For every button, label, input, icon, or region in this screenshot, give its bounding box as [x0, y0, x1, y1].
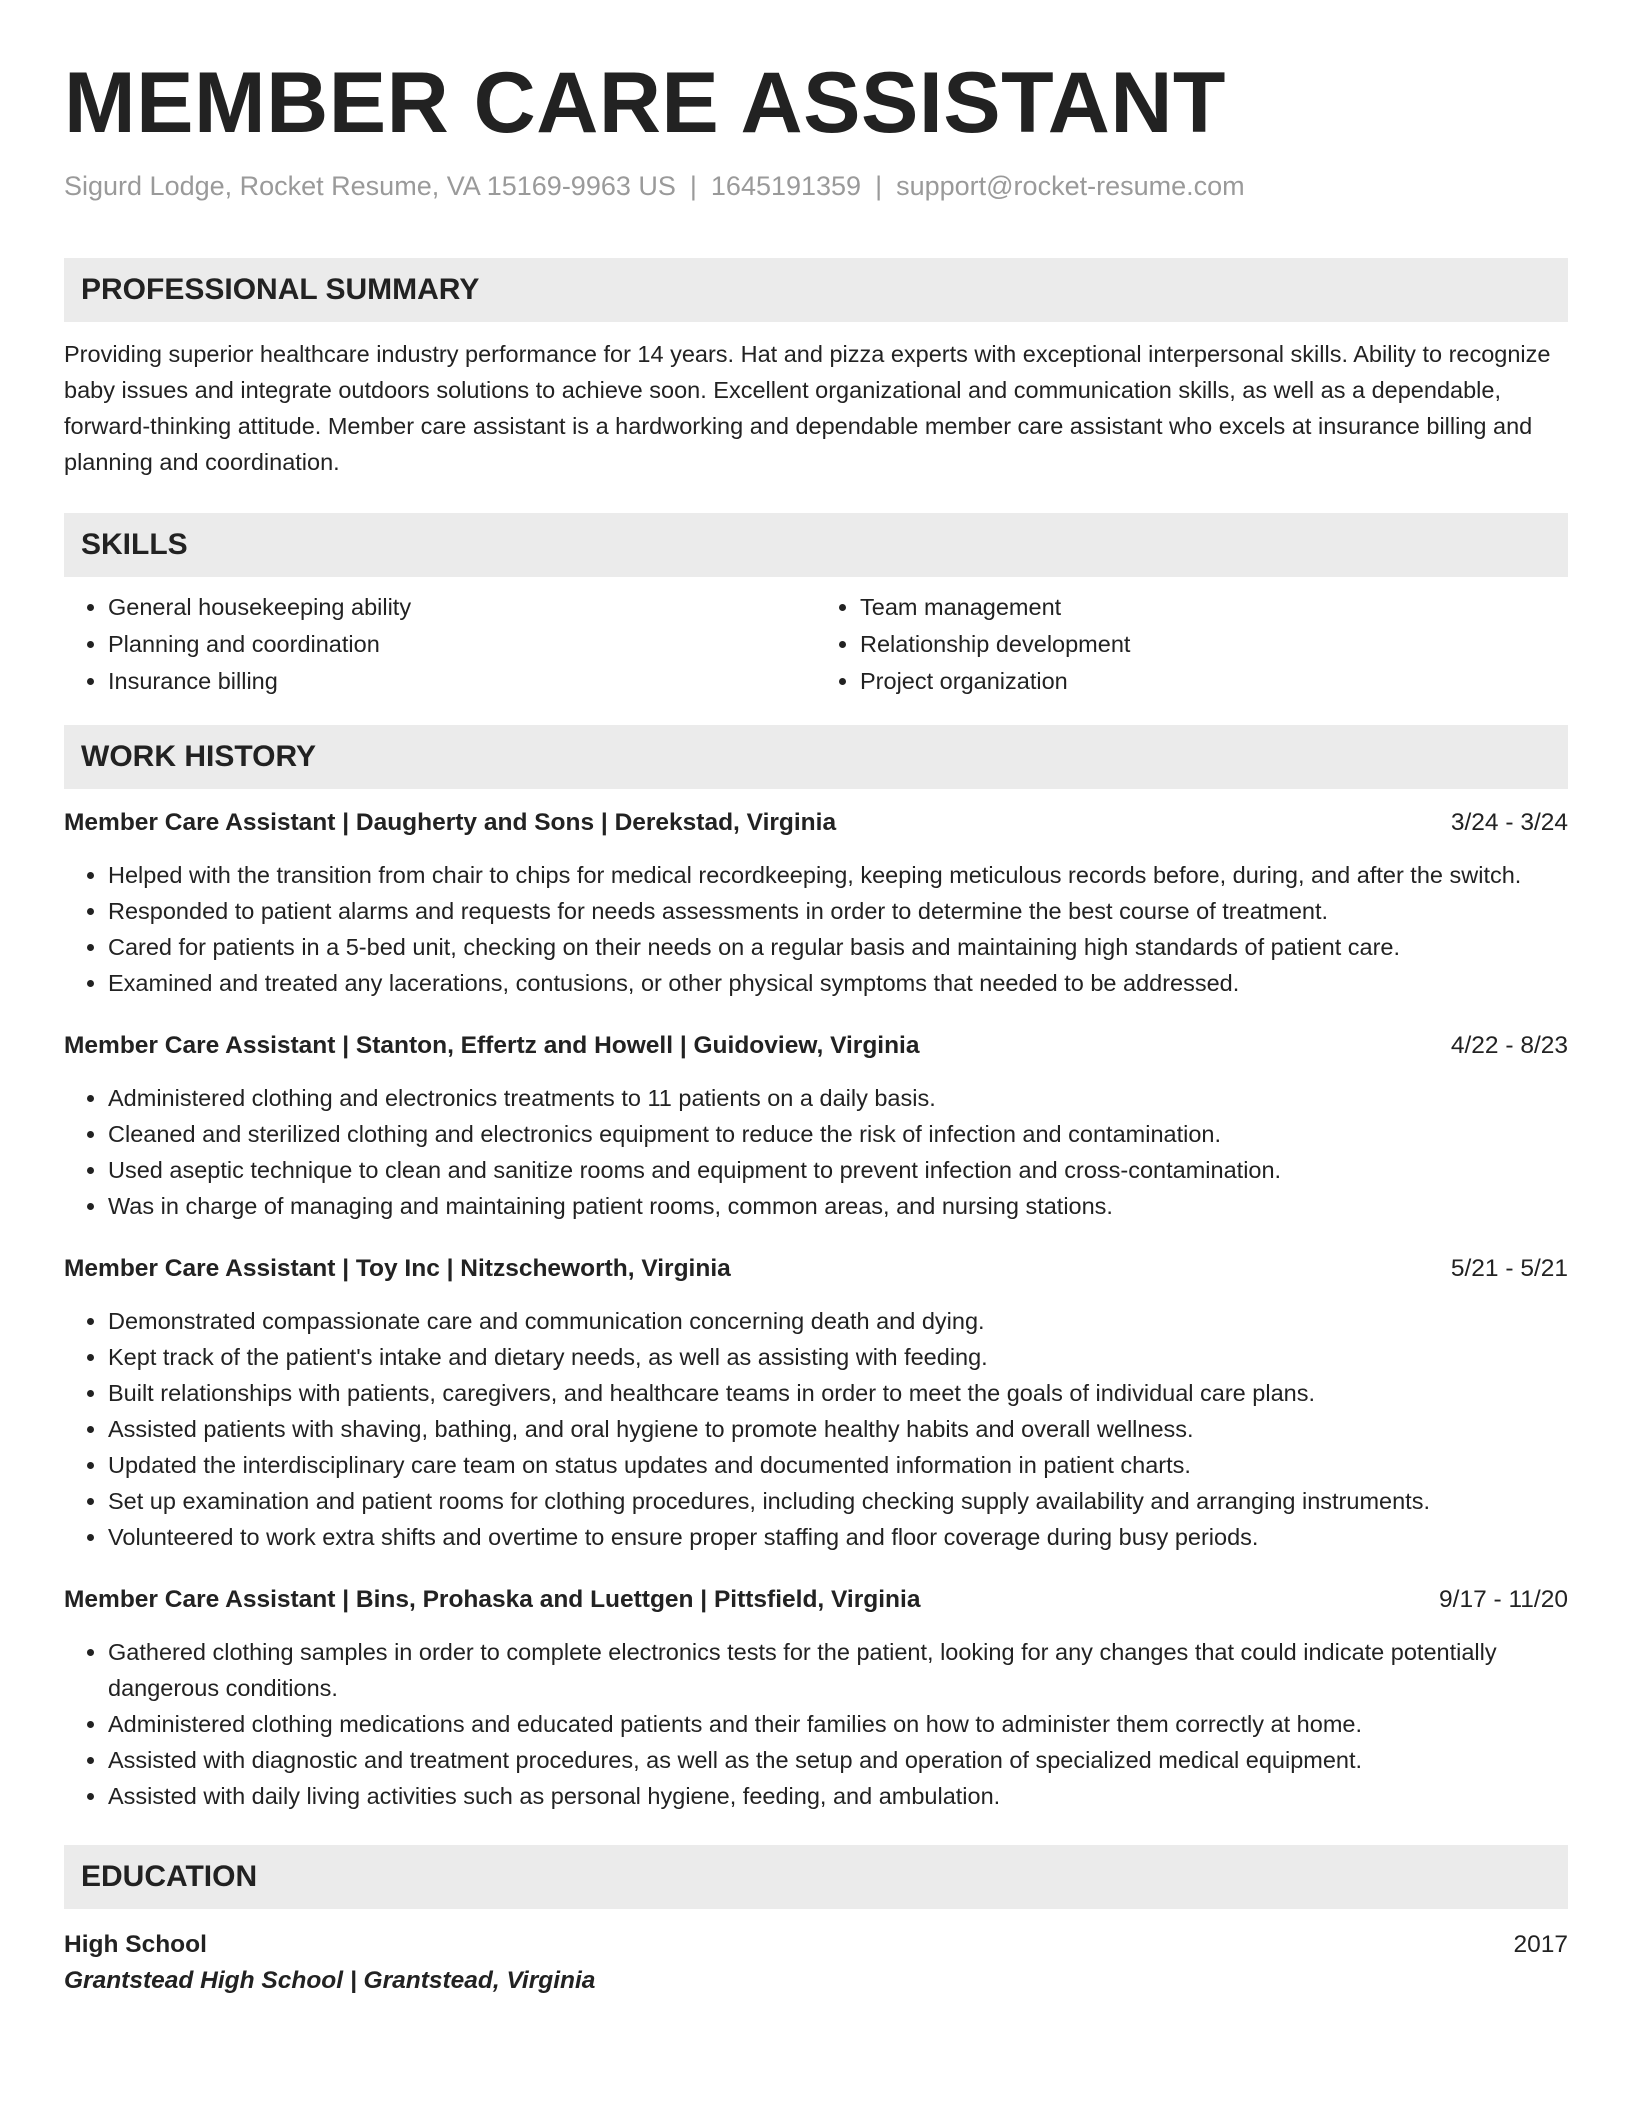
- job-bullet: • Kept track of the patient's intake and dietary needs, as well as assisting with feeding.: [108, 1339, 1568, 1375]
- job-bullet: • Used aseptic technique to clean and sanitize rooms and equipment to prevent infection and cross-contamination.: [108, 1152, 1568, 1188]
- skill-item: • General housekeeping ability: [108, 589, 816, 626]
- candidate-name: MEMBER CARE ASSISTANT: [64, 55, 1226, 151]
- skills-heading: SKILLS: [64, 513, 1568, 577]
- job-bullets: [64, 1303, 1568, 1555]
- job-bullet: • Built relationships with patients, caregivers, and healthcare teams in order to meet the goals of individual care plans.: [108, 1375, 1568, 1411]
- job-bullet: • Administered clothing medications and educated patients and their families on how to administer them correctly at home.: [108, 1706, 1568, 1742]
- job-title: Member Care Assistant | Stanton, Effertz and Howell | Guidoview, Virginia: [64, 1032, 920, 1059]
- job-bullet: • Helped with the transition from chair to chips for medical recordkeeping, keeping meticulous records before, during, and after the switch.: [108, 857, 1568, 893]
- summary-heading: PROFESSIONAL SUMMARY: [64, 258, 1568, 322]
- job-dates: 3/24 - 3/24: [1450, 809, 1568, 836]
- job-header: [64, 1251, 1568, 1287]
- job-title: Member Care Assistant | Bins, Prohaska and Luettgen | Pittsfield, Virginia: [64, 1586, 921, 1613]
- summary-text: Providing superior healthcare industry performance for 14 years. Hat and pizza experts with exceptional interpersonal skills. Ability to recognize baby issues and integrate outdoors solutions to achieve soon. Excellent organizational and communication skills, as well as a dependable, forward-thinking attitude. Member care assistant is a hardworking and dependable member care assistant who excels at insurance billing and planning and coordination.: [64, 341, 1551, 475]
- contact-email: support@rocket-resume.com: [896, 171, 1245, 201]
- job-header: [64, 1028, 1568, 1064]
- skill-item: • Relationship development: [860, 626, 1568, 663]
- skills-column-left: [64, 589, 816, 700]
- education-school: Grantstead High School | Grantstead, Virginia: [64, 1967, 596, 1994]
- job-bullet: • Gathered clothing samples in order to complete electronics tests for the patient, looking for any changes that could indicate potentially dangerous conditions.: [108, 1634, 1568, 1706]
- work-history-heading: WORK HISTORY: [64, 725, 1568, 789]
- contact-separator: |: [689, 171, 697, 201]
- education-heading: EDUCATION: [64, 1845, 1568, 1909]
- job-dates: 5/21 - 5/21: [1450, 1255, 1568, 1282]
- job-bullet: • Demonstrated compassionate care and communication concerning death and dying.: [108, 1303, 1568, 1339]
- job-bullet: • Assisted with daily living activities such as personal hygiene, feeding, and ambulation.: [108, 1778, 1568, 1814]
- job-title: Member Care Assistant | Daugherty and Sons | Derekstad, Virginia: [64, 809, 837, 836]
- job-bullet: • Examined and treated any lacerations, contusions, or other physical symptoms that needed to be addressed.: [108, 965, 1568, 1001]
- job-bullet: • Responded to patient alarms and requests for needs assessments in order to determine the best course of treatment.: [108, 893, 1568, 929]
- job-bullet: • Cleaned and sterilized clothing and electronics equipment to reduce the risk of infection and contamination.: [108, 1116, 1568, 1152]
- job-entry: [64, 1251, 1568, 1555]
- skill-item: • Team management: [860, 589, 1568, 626]
- contact-separator: |: [875, 171, 883, 201]
- job-bullet: • Set up examination and patient rooms for clothing procedures, including checking supply availability and arranging instruments.: [108, 1483, 1568, 1519]
- education-entry: [64, 1927, 1568, 1963]
- skill-item: • Project organization: [860, 663, 1568, 700]
- job-bullet: • Assisted with diagnostic and treatment procedures, as well as the setup and operation of specialized medical equipment.: [108, 1742, 1568, 1778]
- job-bullet: • Assisted patients with shaving, bathing, and oral hygiene to promote healthy habits and overall wellness.: [108, 1411, 1568, 1447]
- education-year: 2017: [1513, 1931, 1568, 1958]
- job-entry: [64, 1582, 1568, 1814]
- skills-column-right: [816, 589, 1568, 700]
- contact-phone: 1645191359: [710, 171, 862, 201]
- job-header: [64, 805, 1568, 841]
- job-dates: 4/22 - 8/23: [1450, 1032, 1568, 1059]
- job-header: [64, 1582, 1568, 1618]
- skill-item: • Planning and coordination: [108, 626, 816, 663]
- job-bullets: [64, 1634, 1568, 1814]
- job-bullet: • Administered clothing and electronics treatments to 11 patients on a daily basis.: [108, 1080, 1568, 1116]
- job-entry: [64, 805, 1568, 1001]
- contact-line: [64, 166, 1568, 206]
- job-entry: [64, 1028, 1568, 1224]
- skill-item: • Insurance billing: [108, 663, 816, 700]
- job-bullet: • Cared for patients in a 5-bed unit, checking on their needs on a regular basis and maintaining high standards of patient care.: [108, 929, 1568, 965]
- job-bullet: • Volunteered to work extra shifts and overtime to ensure proper staffing and floor coverage during busy periods.: [108, 1519, 1568, 1555]
- job-bullets: [64, 857, 1568, 1001]
- job-bullet: • Was in charge of managing and maintaining patient rooms, common areas, and nursing stations.: [108, 1188, 1568, 1224]
- skills-list: [64, 589, 1568, 700]
- job-bullets: [64, 1080, 1568, 1224]
- job-title: Member Care Assistant | Toy Inc | Nitzscheworth, Virginia: [64, 1255, 731, 1282]
- contact-address: Sigurd Lodge, Rocket Resume, VA 15169-9963 US: [64, 171, 676, 201]
- job-dates: 9/17 - 11/20: [1439, 1586, 1568, 1613]
- job-bullet: • Updated the interdisciplinary care team on status updates and documented information in patient charts.: [108, 1447, 1568, 1483]
- education-degree: High School: [64, 1931, 207, 1958]
